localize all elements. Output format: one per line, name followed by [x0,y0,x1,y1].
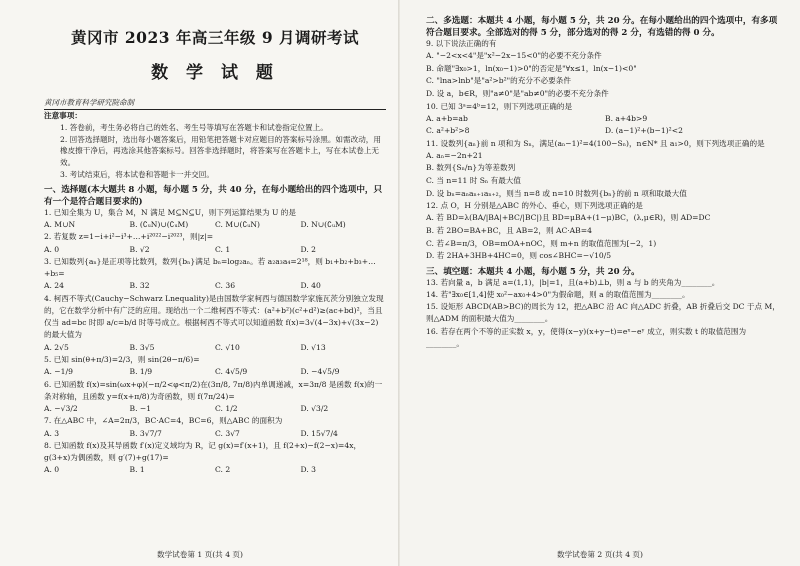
option-d: D. √3/2 [300,404,329,414]
question-11-option-a: A. aₙ=−2n+21 [426,150,483,160]
notice-3: 3. 考试结束后，将本试卷和答题卡一并交回。 [60,169,214,179]
option-a: A. M∪N [44,219,76,229]
option-c: C. 2 [215,465,231,475]
question-9-option-d: D. 设 a，b∈R，则"a≠0"是"ab≠0"的必要不充分条件 [426,88,609,98]
question-11-option-b: B. 数列{Sₙ/n}为等差数列 [426,163,516,173]
question-10-options-row-1 [426,113,784,125]
question-8: 8. 已知函数 f(x)及其导函数 f′(x)定义域均为 R，记 g(x)=f′(x+1)，且 f(2+x)−f(2−x)=4x，g(3+x)为偶函数，则 g′(7)+g(17)= [44,441,362,463]
option-b: B. (∁ᵤN)∪(∁ᵤM) [129,219,189,229]
option-d: D. 15√7/4 [300,428,338,438]
option-b: B. 3√5 [129,342,155,352]
exam-title: 黄冈市 2023 年高三年级 9 月调研考试 [70,28,359,47]
question-16: 16. 若存在两个不等的正实数 x，y，使得(x−y)(x+y−t)=eˣ−eʸ 成立，则实数 t 的取值范围为________。 [426,326,747,348]
option-a: A. 3 [44,428,60,438]
question-2: 2. 若复数 z=1−i+i²−i³+…+i²⁰²²−i²⁰²³，则|z|= [44,232,214,242]
option-c: C. 36 [215,281,236,291]
question-6-options [44,403,386,415]
option-c: C. 1/2 [215,404,238,414]
exam-page-2 [400,0,800,566]
question-9-option-b: B. 命题"∃x₀>1，ln(x₀−1)>0"的否定是"∀x≤1，ln(x−1)<0" [426,63,637,73]
option-c: C. 1 [215,244,231,254]
section-1-heading: 一、选择题(本大题共 8 小题，每小题 5 分，共 40 分，在每小题给出的四个选项中，只有一个是符合题目要求的) [44,184,383,207]
option-c: C. 4√5/9 [215,367,248,377]
section-2-heading: 二、多选题：本题共 4 小题，每小题 5 分，共 20 分。在每小题给出的四个选项中，有多项符合题目要求。全部选对的得 5 分，部分选对的得 2 分，有选错的得 0 分。 [426,16,778,38]
option-a: A. −1/9 [44,367,73,377]
question-12-option-d: D. 若 2HA+3HB+4HC=0，则 cos∠BHC=−√10/5 [426,251,612,261]
question-6: 6. 已知函数 f(x)=sin(ωx+φ)(−π/2<φ<π/2)在(3π/8, 7π/8)内单调递减，x=3π/8 是函数 f(x)的一条对称轴，且函数 y=f(x+π/8)为奇函数，则 f(7π/24)= [44,379,383,401]
option-c: C. 3√7 [215,428,240,438]
question-9: 9. 以下说法正确的有 [426,39,497,48]
question-2-options [44,244,386,256]
question-3-options [44,280,386,292]
question-7: 7. 在△ABC 中，∠A=2π/3，BC·AC=4，BC=6，则△ABC 的面积为 [44,416,283,426]
question-11-option-c: C. 当 n=11 时 Sₙ 有最大值 [426,175,521,185]
question-12-option-a: A. 若 BD=λ(BA/|BA|+BC/|BC|)且 BD=μBA+(1−μ)BC，(λ,μ∈R)，则 AD=DC [426,213,711,223]
question-12-option-c: C. 若∠B=π/3，OB=mOA+nOC，则 m+n 的取值范围为[−2，1) [426,238,657,248]
question-4-options [44,342,386,354]
option-a: A. 24 [44,281,64,291]
option-a: A. 0 [44,465,60,475]
organizer-line: 黄冈市教育科学研究院命制 [44,97,386,110]
option-a: A. a+b=ab [426,113,468,123]
question-10: 10. 已知 3ᵃ=4ᵇ=12，则下列选项正确的是 [426,101,573,111]
option-c: C. M∪(∁ᵤN) [215,219,260,229]
notice-1: 1. 答卷前，考生务必将自己的姓名、考生号等填写在答题卡和试卷指定位置上。 [60,122,328,132]
question-4: 4. 柯西不等式(Cauchy−Schwarz Lnequality)是由国数学家柯西与德国数学家施瓦茨分别独立发现的，它在数学分析中有广泛的应用。现给出一个二维柯西不等式：(a²+b²)(c²+d²)≥(ac+bd)²，当且仅当 ad=bc 时即 a/c=b/d 时等号成立。根据柯西不等式可以知道函数 f(x)=3√(4−3x)+√(3x−2) 的最大值为 [44,293,384,340]
option-b: B. √2 [129,244,150,254]
question-9-option-a: A. "−2<x<4"是"x²−2x−15<0"的必要不充分条件 [426,51,602,61]
option-d: D. 3 [300,465,316,475]
option-b: B. a+4b>9 [605,113,648,123]
question-12-option-b: B. 若 2BO=BA+BC，且 AB=2，则 AC·AB=4 [426,225,592,235]
question-5: 5. 已知 sin(θ+π/3)=2/3，则 sin(2θ−π/6)= [44,355,200,365]
option-b: B. 3√7/7 [129,428,162,438]
notice-2: 2. 回答选择题时，选出每小题答案后，用铅笔把答题卡对应题目的答案标号涂黑。如需改动，用橡皮擦干净后，再选涂其他答案标号。回答非选择题时，将答案写在答题卡上，写在本试卷上无效。 [60,134,381,168]
question-15: 15. 设矩形 ABCD(AB>BC)的周长为 12，把△ABC 沿 AC 向△ADC 折叠，AB 折叠后交 DC 于点 M，则△ADM 的面积最大值为________。 [426,302,780,324]
question-13: 13. 若向量 a，b 满足 a=(1,1)，|b|=1，且(a+b)⊥b，则 a 与 b 的夹角为________。 [426,277,720,287]
option-a: A. 2√5 [44,342,69,352]
question-9-option-c: C. "lna>lnb"是"a²>b²"的充分不必要条件 [426,76,571,86]
question-12: 12. 点 O，H 分别是△ABC 的外心、垂心，则下列选项正确的是 [426,201,643,211]
question-8-options [44,464,386,476]
option-c: C. √10 [215,342,240,352]
option-d: D. −4√5/9 [300,367,340,377]
option-d: D. 40 [300,281,321,291]
section-3-heading: 三、填空题：本题共 4 小题，每小题 5 分，共 20 分。 [426,266,640,277]
page-footer: 数学试卷第 1 页(共 4 页) [157,550,243,559]
question-7-options [44,428,386,440]
option-b: B. −1 [129,404,152,414]
option-b: B. 1/9 [129,367,153,377]
subject-title: 数 学 试 题 [151,63,279,83]
question-10-options-row-2 [426,125,784,137]
option-a: A. 0 [44,244,60,254]
option-d: D. √13 [300,342,326,352]
question-1: 1. 已知全集为 U，集合 M，N 满足 M⊆N⊆U，则下列运算结果为 U 的是 [44,207,296,217]
question-11: 11. 设数列{aₙ}前 n 项和为 Sₙ，满足(aₙ−1)²=4(100−Sₙ)，n∈N* 且 a₁>0，则下列选项正确的是 [426,138,765,148]
option-a: A. −√3/2 [44,404,78,414]
option-d: D. N∪(∁ᵤM) [300,219,346,229]
question-11-option-d: D. 设 bₙ=aₙaₙ₊₁aₙ₊₂，则当 n=8 或 n=10 时数列{bₙ}的前 n 项和取最大值 [426,188,687,198]
option-d: D. 2 [300,244,316,254]
question-3: 3. 已知数列{aₙ}是正项等比数列，数列{bₙ}满足 bₙ=log₂aₙ。若 a₂a₃a₄=2¹⁸，则 b₁+b₂+b₃+…+b₅= [44,257,376,279]
page-footer: 数学试卷第 2 页(共 4 页) [557,550,643,559]
option-b: B. 32 [129,281,150,291]
option-b: B. 1 [129,465,145,475]
question-5-options [44,366,386,378]
question-14: 14. 若"∃x₀∈[1,4]使 x₀²−ax₀+4>0"为假命题，则 a 的取值范围为________。 [426,289,690,299]
option-d: D. (a−1)²+(b−1)²<2 [605,126,683,136]
option-c: C. a²+b²>8 [426,126,470,136]
question-1-options [44,219,386,231]
notice-heading: 注意事项： [44,111,82,120]
